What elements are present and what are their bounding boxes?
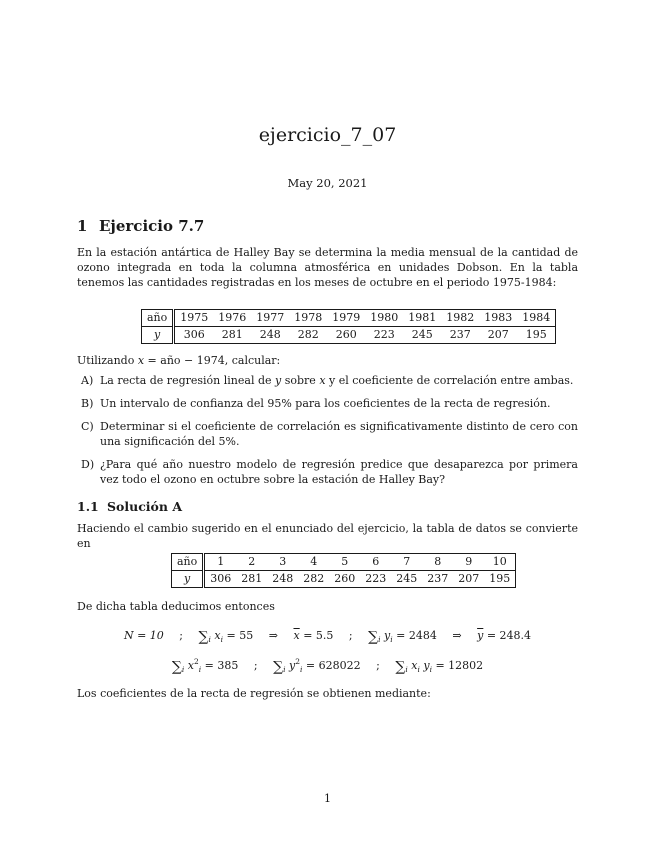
value-cell: 260 [335, 328, 357, 341]
value-cell: 245 [411, 328, 433, 341]
equation-line-2 [0, 657, 655, 675]
year-cell: 1975 [174, 310, 214, 327]
value-cell: 306 [210, 572, 232, 585]
item-label: B) [81, 397, 94, 410]
value-cell: 245 [396, 572, 418, 585]
item-text: Un intervalo de confianza del 95% para los coeficientes de la recta de regresión. [100, 397, 551, 410]
year-cell: 1978 [289, 310, 327, 327]
row-label: y [154, 328, 161, 341]
eq-sub: i [220, 635, 224, 644]
eq-arrow: ⇒ [268, 629, 278, 642]
value-cell: 237 [427, 572, 449, 585]
eq-sum-x: = 55 [226, 629, 254, 642]
intro-paragraph: En la estación antártica de Halley Bay se determina la media mensual de la cantidad de ozono integrada en toda la columna atmosférica en unidades Dobson. En la tabla tenemos las cantidades registradas en los meses de octubre en el periodo 1975-1984: [77, 246, 578, 289]
document-date: May 20, 2021 [287, 176, 368, 190]
subsection-heading [77, 499, 182, 514]
table-row [172, 554, 516, 571]
eq-ybar-var: $\overline{y}$ [477, 629, 484, 642]
table-row [142, 327, 556, 344]
eq-n: N = 10 [123, 629, 164, 642]
value-cell: 223 [365, 572, 387, 585]
item-text: y el coeficiente de correlación entre ambas. [325, 374, 574, 387]
util-var: x [137, 354, 145, 367]
eq-sum-xy: = 12802 [435, 659, 484, 672]
eq-sub: i [417, 665, 420, 674]
value-cell: 248 [259, 328, 281, 341]
year-cell: 1981 [403, 310, 441, 327]
x-cell: 8 [422, 554, 453, 571]
value-cell: 260 [334, 572, 356, 585]
util-eq: = año − 1974, calcular: [144, 354, 281, 367]
section-title: Ejercicio 7.7 [99, 217, 205, 235]
eq-sub: i [208, 635, 211, 644]
equation-line-1 [0, 629, 655, 645]
value-cell: 282 [303, 572, 325, 585]
value-cell: 306 [183, 328, 205, 341]
value-cell: 207 [458, 572, 480, 585]
value-cell: 207 [487, 328, 509, 341]
eq-ybar: = 248.4 [486, 629, 532, 642]
header-cell: año [172, 554, 204, 571]
eq-sub: i [405, 665, 408, 674]
eq-sum-y: = 2484 [396, 629, 437, 642]
document-title: ejercicio_7_07 [258, 124, 397, 146]
eq-sum-y2: = 628022 [305, 659, 361, 672]
eq-xbar: = 5.5 [303, 629, 334, 642]
subsection-number: 1.1 [77, 499, 99, 514]
value-cell: 195 [489, 572, 511, 585]
table-row [142, 310, 556, 327]
item-text: Determinar si el coeficiente de correlación es significativamente distinto de cero con una significación del 5%. [100, 420, 578, 448]
item-text: La recta de regresión lineal de [100, 374, 276, 387]
eq-var: x [214, 629, 221, 642]
x-cell: 6 [360, 554, 391, 571]
row-label: y [184, 572, 191, 585]
subsection-title: Solución A [107, 499, 183, 514]
sum-symbol: ∑ [368, 629, 379, 645]
year-cell: 1979 [327, 310, 365, 327]
item-label: D) [81, 458, 95, 471]
x-cell: 3 [267, 554, 298, 571]
eq-sub: i [283, 665, 286, 674]
value-cell: 248 [272, 572, 294, 585]
haciendo-paragraph: Haciendo el cambio sugerido en el enunciado del ejercicio, la tabla de datos se convierte en [77, 522, 578, 550]
sum-symbol: ∑ [171, 659, 182, 675]
x-cell: 1 [204, 554, 237, 571]
sum-symbol: ∑ [273, 659, 284, 675]
eq-sub: i [198, 665, 202, 674]
section-number: 1 [77, 217, 88, 235]
list-item [77, 396, 578, 411]
utilizando-paragraph [77, 353, 578, 368]
ozone-data-table [141, 309, 556, 344]
item-label: C) [81, 420, 94, 433]
year-cell: 1980 [365, 310, 403, 327]
item-var: y [275, 374, 282, 387]
list-item [77, 457, 578, 487]
eq-sep: ; [348, 629, 353, 642]
deducimos-paragraph: De dicha tabla deducimos entonces [77, 600, 275, 613]
list-item [77, 373, 578, 388]
year-cell: 1977 [251, 310, 289, 327]
year-cell: 1983 [479, 310, 517, 327]
x-cell: 7 [391, 554, 422, 571]
item-label: A) [81, 374, 94, 387]
page-number: 1 [324, 792, 331, 805]
eq-sub: i [181, 665, 185, 674]
eq-sub: i [390, 635, 393, 644]
table-row [172, 571, 516, 588]
eq-var: y [288, 659, 296, 672]
eq-sep: ; [376, 659, 380, 672]
x-cell: 5 [329, 554, 360, 571]
eq-xbar-var: $\overline{x}$ [293, 629, 300, 642]
eq-sub: i [429, 665, 432, 674]
header-cell: año [142, 310, 174, 327]
eq-sup: 2 [295, 657, 300, 666]
task-list [77, 373, 578, 495]
value-cell: 195 [525, 328, 547, 341]
eq-arrow: ⇒ [452, 629, 462, 642]
sum-symbol: ∑ [198, 629, 209, 645]
item-text: sobre [281, 374, 320, 387]
x-cell: 9 [453, 554, 484, 571]
eq-sub: i [299, 665, 303, 674]
section-heading [77, 217, 204, 235]
eq-var: y [384, 629, 391, 642]
value-cell: 223 [373, 328, 395, 341]
eq-sep: ; [179, 629, 184, 642]
eq-var: x [187, 659, 194, 672]
year-cell: 1976 [213, 310, 251, 327]
value-cell: 281 [221, 328, 243, 341]
year-cell: 1984 [517, 310, 556, 327]
list-item [77, 419, 578, 449]
eq-var: x [411, 659, 418, 672]
item-var: x [319, 374, 326, 387]
x-cell: 10 [484, 554, 516, 571]
transformed-data-table [171, 553, 516, 588]
value-cell: 237 [449, 328, 471, 341]
sum-symbol: ∑ [395, 659, 406, 675]
value-cell: 282 [297, 328, 319, 341]
eq-sep: ; [253, 659, 258, 672]
eq-var: y [423, 659, 430, 672]
coeficientes-paragraph: Los coeficientes de la recta de regresión se obtienen mediante: [77, 687, 431, 700]
year-cell: 1982 [441, 310, 479, 327]
eq-sup: 2 [193, 657, 199, 666]
util-prefix: Utilizando [77, 354, 138, 367]
header-cell [142, 327, 174, 344]
x-cell: 2 [236, 554, 267, 571]
x-cell: 4 [298, 554, 329, 571]
item-text: ¿Para qué año nuestro modelo de regresión predice que desaparezca por primera vez todo el ozono en octubre sobre la estación de Halley Bay? [100, 458, 578, 486]
value-cell: 281 [241, 572, 263, 585]
header-cell [172, 571, 204, 588]
eq-sum-x2: = 385 [204, 659, 239, 672]
eq-sub: i [378, 635, 381, 644]
